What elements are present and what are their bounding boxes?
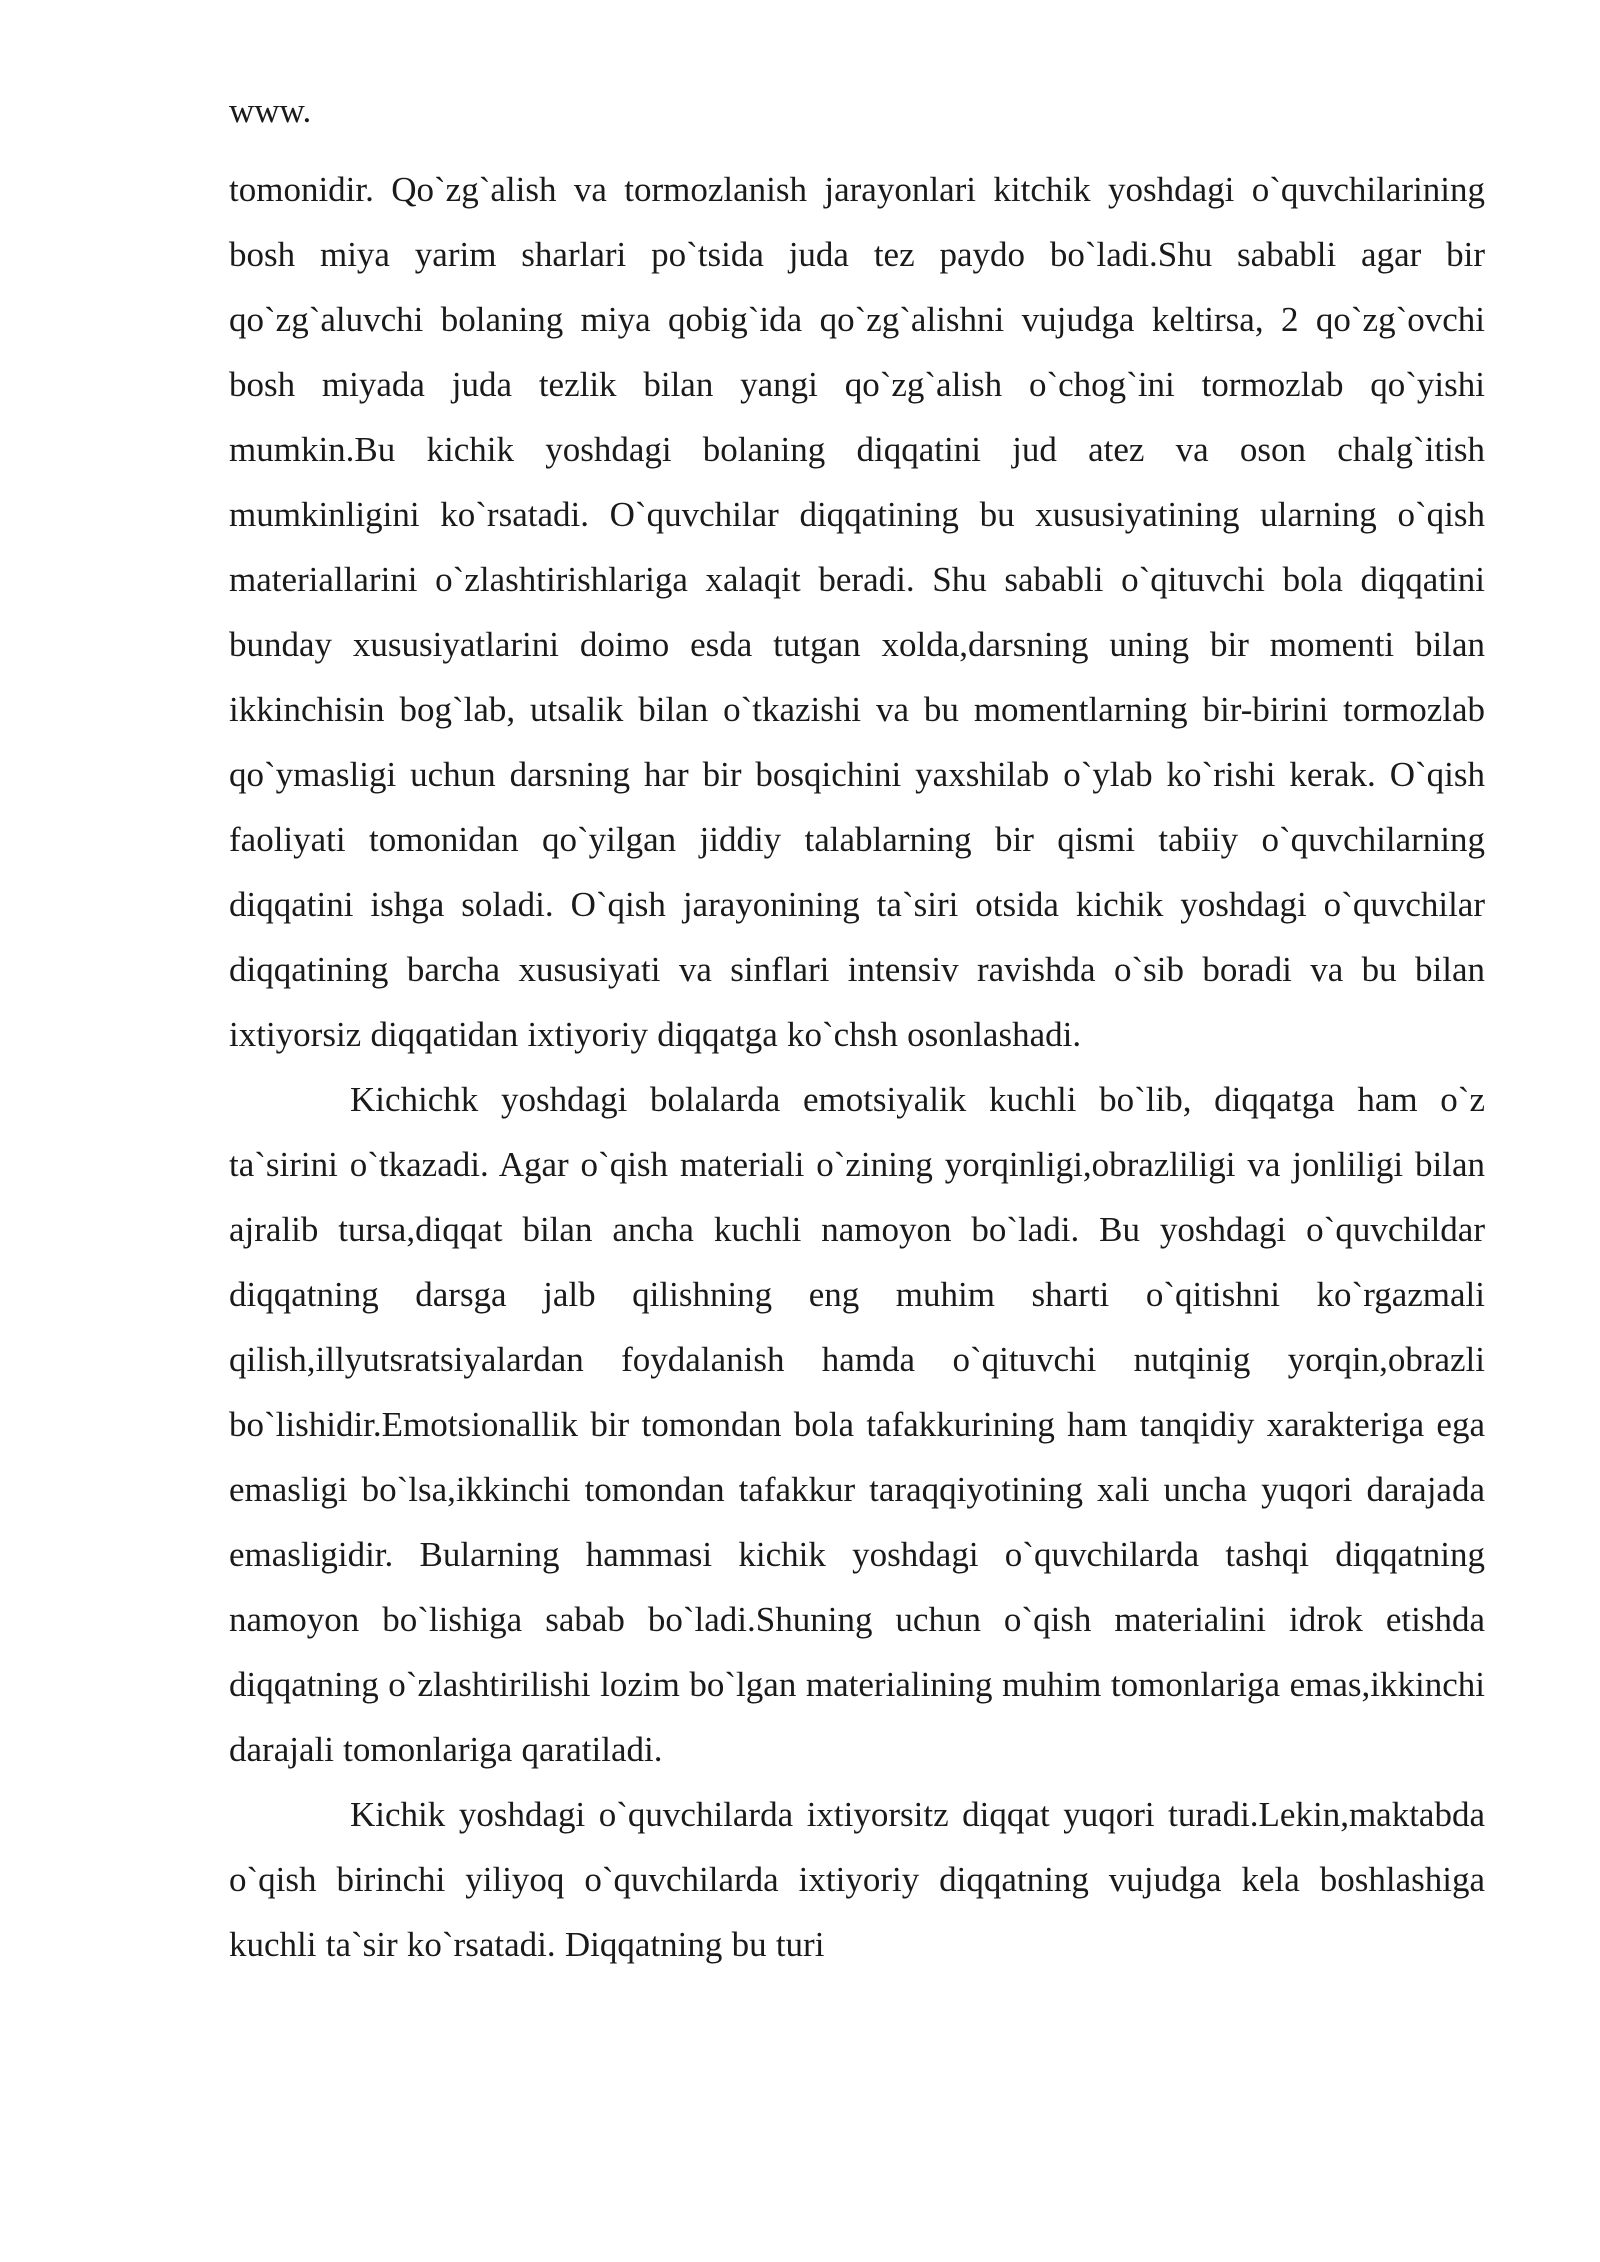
paragraph-3: Kichik yoshdagi o`quvchilarda ixtiyorsitz diqqat yuqori turadi.Lekin,maktabda o`qish birinchi yiliyoq o`quvchilarda ixtiyoriy diqqatning vujudga kela boshlashiga kuchli ta`sir ko`rsatadi. Diqqatning bu turi <box>229 1795 1485 1964</box>
paragraph-2: Kichichk yoshdagi bolalarda emotsiyalik kuchli bo`lib, diqqatga ham o`z ta`sirini o`tkazadi. Agar o`qish materiali o`zining yorqinligi,obrazliligi va jonliligi bilan ajralib tursa,diqqat bilan ancha kuchli namoyon bo`ladi. Bu yoshdagi o`quvchildar diqqatning darsga jalb qilishning eng muhim sharti o`qitishni ko`rgazmali qilish,illyutsratsiyalardan foydalanish hamda o`qituvchi nutqinig yorqin,obrazli bo`lishidir.Emotsionallik bir tomondan bola tafakkurining ham tanqidiy xarakteriga ega emasligi bo`lsa,ikkinchi tomondan tafakkur taraqqiyotining xali uncha yuqori darajada emasligidir. Bularning hammasi kichik yoshdagi o`quvchilarda tashqi diqqatning namoyon bo`lishiga sabab bo`ladi.Shuning uchun o`qish materialini idrok etishda diqqatning o`zlashtirilishi lozim bo`lgan materialining muhim tomonlariga emas,ikkinchi darajali tomonlariga qaratiladi. <box>229 1080 1485 1769</box>
page-header: www. <box>229 91 312 130</box>
paragraph-1: tomonidir. Qo`zg`alish va tormozlanish jarayonlari kitchik yoshdagi o`quvchilarining bosh miya yarim sharlari po`tsida juda tez paydo bo`ladi.Shu sababli agar bir qo`zg`aluvchi bolaning miya qobig`ida qo`zg`alishni vujudga keltirsa, 2 qo`zg`ovchi bosh miyada juda tezlik bilan yangi qo`zg`alish o`chog`ini tormozlab qo`yishi mumkin.Bu kichik yoshdagi bolaning diqqatini jud atez va oson chalg`itish mumkinligini ko`rsatadi. O`quvchilar diqqatining bu xususiyatining ularning o`qish materiallarini o`zlashtirishlariga xalaqit beradi. Shu sababli o`qituvchi bola diqqatini bunday xususiyatlarini doimo esda tutgan xolda,darsning uning bir momenti bilan ikkinchisin bog`lab, utsalik bilan o`tkazishi va bu momentlarning bir-birini tormozlab qo`ymasligi uchun darsning har bir bosqichini yaxshilab o`ylab ko`rishi kerak. O`qish faoliyati tomonidan qo`yilgan jiddiy talablarning bir qismi tabiiy o`quvchilarning diqqatini ishga soladi. O`qish jarayonining ta`siri otsida kichik yoshdagi o`quvchilar diqqatining barcha xususiyati va sinflari intensiv ravishda o`sib boradi va bu bilan ixtiyorsiz diqqatidan ixtiyoriy diqqatga ko`chsh osonlashadi. <box>229 170 1485 1054</box>
page-content <box>229 92 1485 1977</box>
